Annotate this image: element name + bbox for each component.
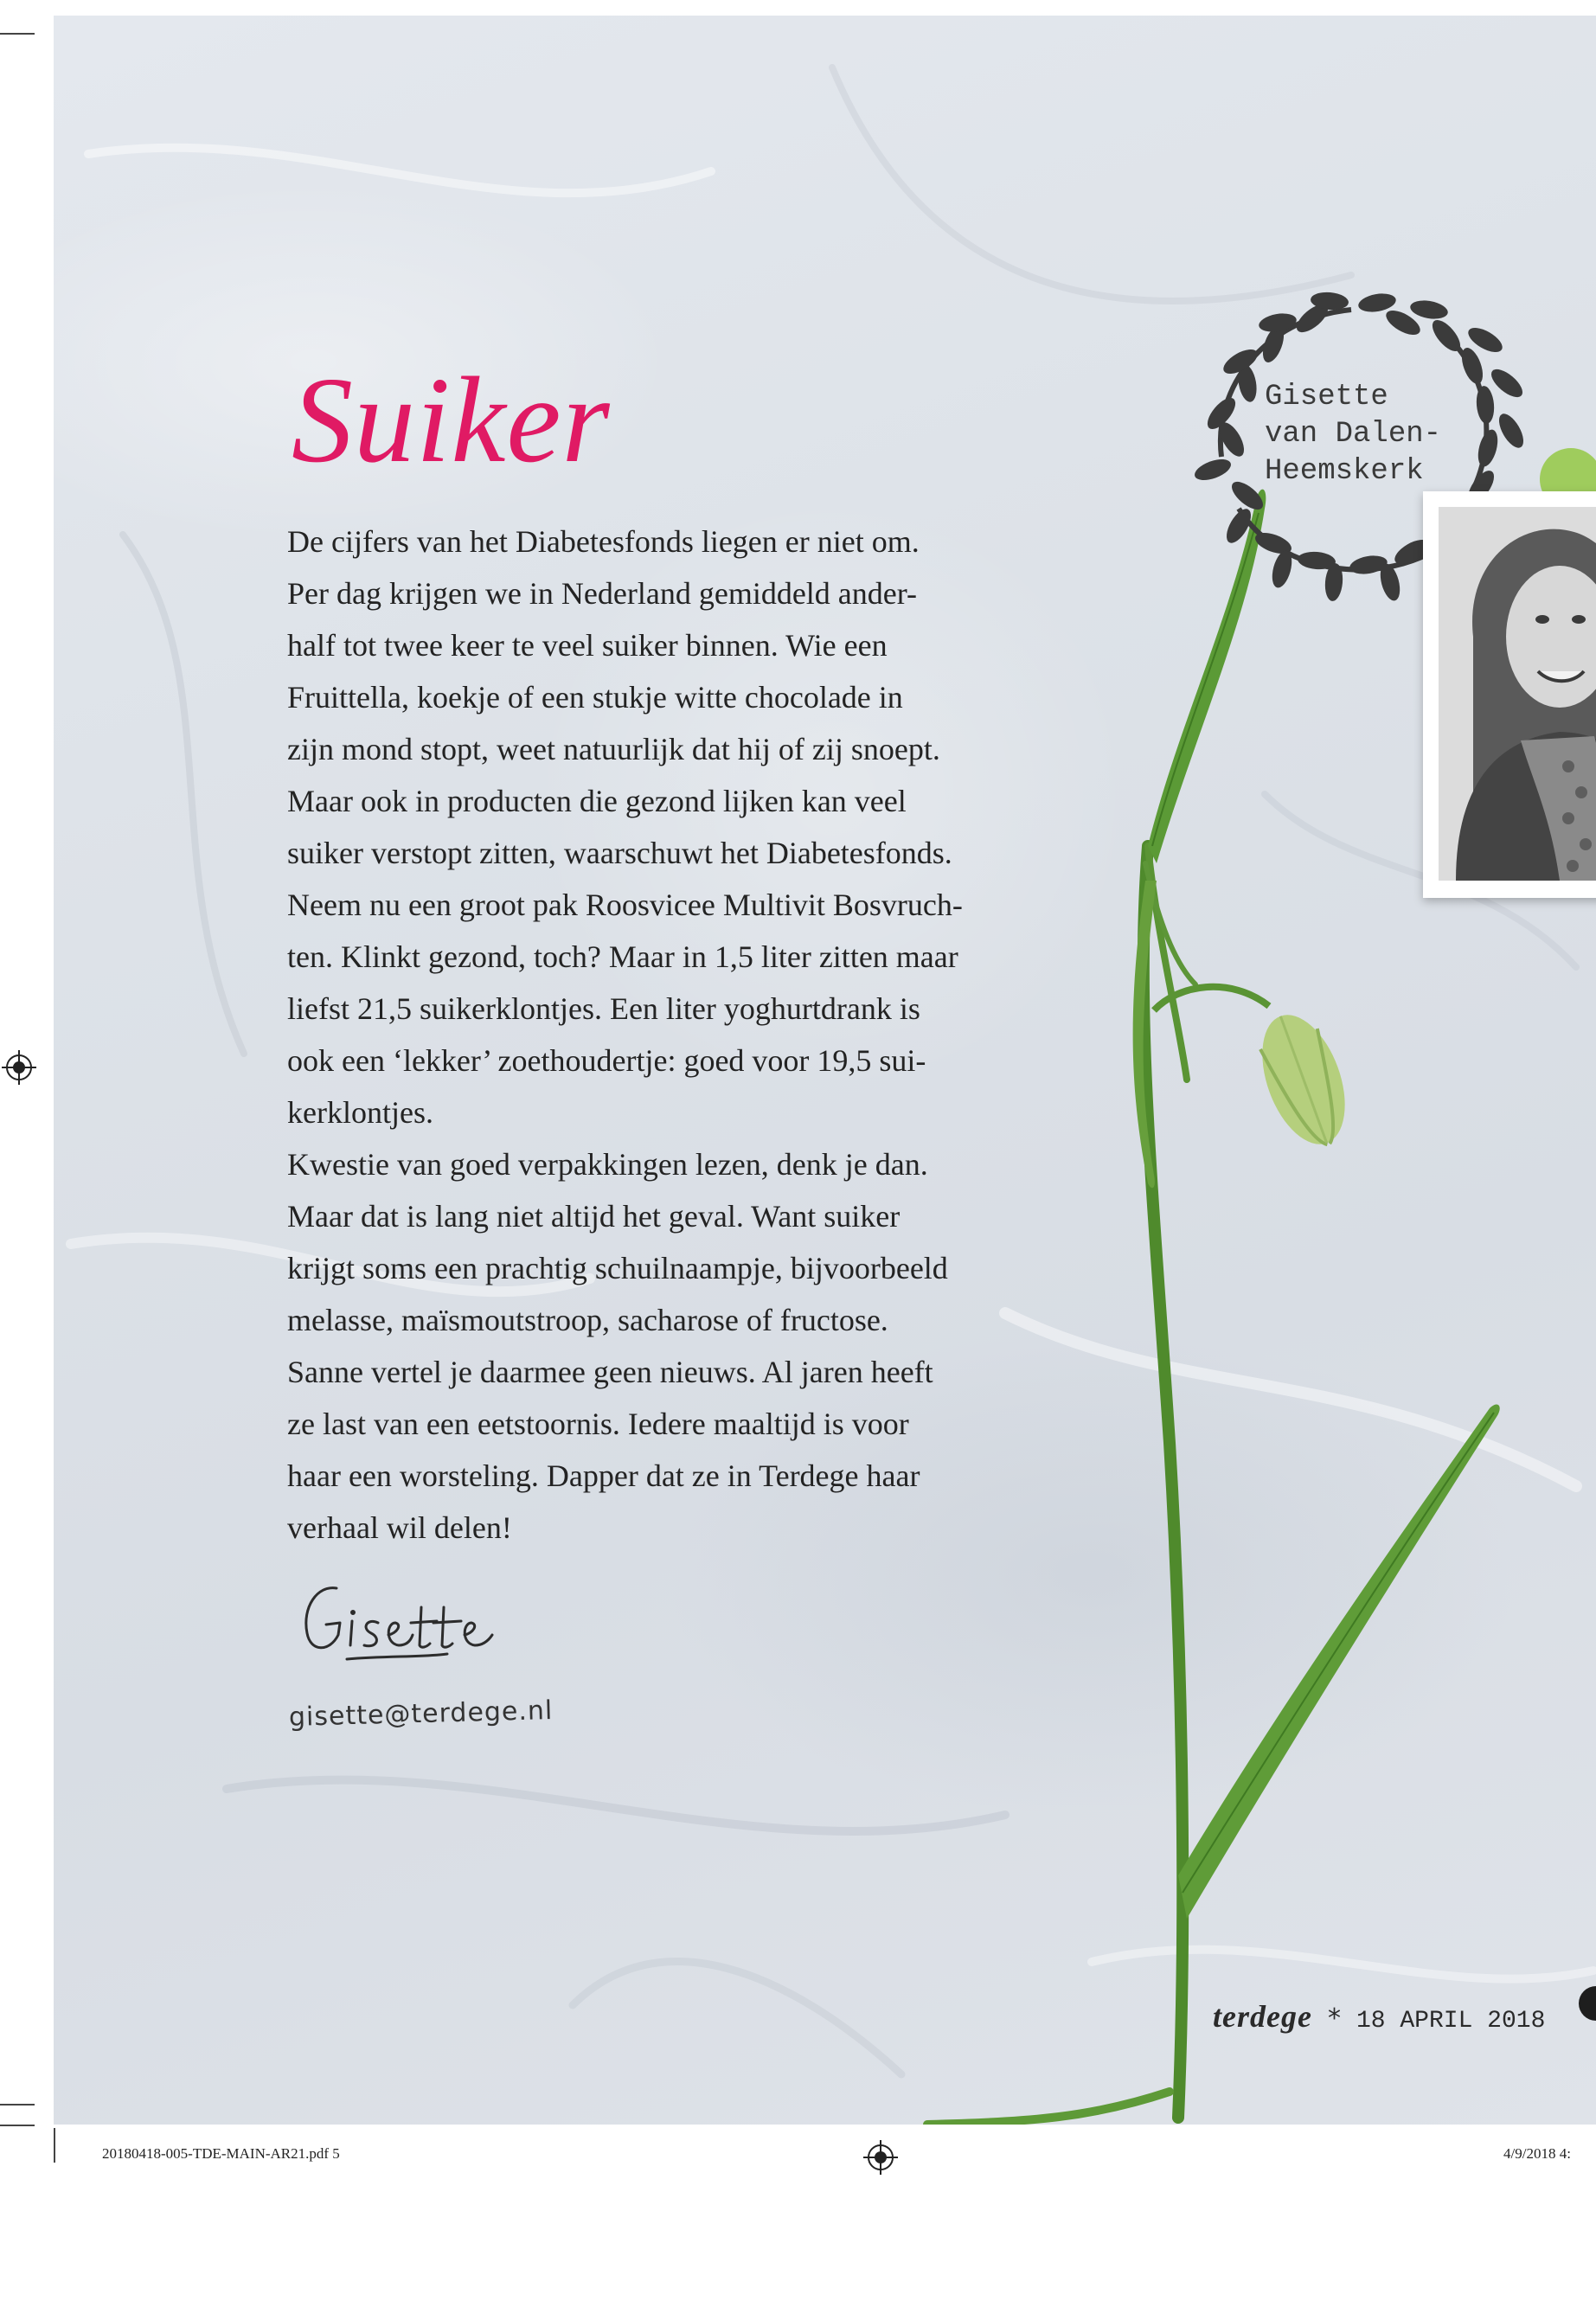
body-line: Maar ook in producten die gezond lijken kan veel [287,784,907,818]
article-title: Suiker [292,351,611,488]
body-line: ten. Klinkt gezond, toch? Maar in 1,5 liter zitten maar [287,939,958,974]
body-line: kerklontjes. [287,1095,433,1130]
crop-mark [0,2104,35,2106]
body-line: melasse, maïsmoutstroop, sacharose of fructose. [287,1303,888,1337]
body-line: Fruittella, koekje of een stukje witte chocolade in [287,680,903,715]
crop-mark [0,2125,35,2126]
body-line: Sanne vertel je daarmee geen nieuws. Al jaren heeft [287,1355,933,1389]
body-line: krijgt soms een prachtig schuilnaampje, bijvoorbeeld [287,1251,948,1285]
author-email[interactable]: gisette@terdege.nl [288,1695,554,1733]
body-line: Neem nu een groot pak Roosvicee Multivit Bosvruch- [287,888,963,922]
registration-mark-icon [2,1050,36,1085]
body-line: half tot twee keer te veel suiker binnen. Wie een [287,628,888,663]
body-line: ook een ‘lekker’ zoethoudertje: goed voor 19,5 sui- [287,1043,926,1078]
magazine-page [54,16,1596,2125]
print-slug-date: 4/9/2018 4: [1503,2145,1571,2162]
handwritten-signature [292,1573,568,1668]
print-slug-file: 20180418-005-TDE-MAIN-AR21.pdf 5 [102,2145,340,2162]
body-line: Kwestie van goed verpakkingen lezen, denk je dan. [287,1147,928,1182]
body-line: verhaal wil delen! [287,1510,512,1545]
body-line: liefst 21,5 suikerklontjes. Een liter yoghurtdrank is [287,991,920,1026]
registration-mark-icon [863,2140,898,2175]
crop-mark [0,33,35,35]
body-line: De cijfers van het Diabetesfonds liegen er niet om. [287,524,920,559]
magazine-brand: terdege [1213,1999,1312,2034]
body-line: suiker verstopt zitten, waarschuwt het Diabetesfonds. [287,836,952,870]
page-footer [1213,1998,1545,2035]
author-name-line: van Dalen- [1265,418,1442,451]
body-line: haar een worsteling. Dapper dat ze in Terdege haar [287,1458,920,1493]
portrait-illustration [1439,507,1596,881]
body-line: Per dag krijgen we in Nederland gemiddeld ander- [287,576,918,611]
separator-star-icon: * [1327,2003,1341,2034]
body-line: Maar dat is lang niet altijd het geval. Want suiker [287,1199,901,1234]
author-photo-frame [1423,491,1596,898]
author-name-line: Gisette [1265,381,1388,413]
author-name-line: Heemskerk [1265,455,1424,488]
body-line: zijn mond stopt, weet natuurlijk dat hij of zij snoept. [287,732,940,766]
author-photo [1439,507,1596,881]
crop-mark [54,2128,55,2163]
body-line: ze last van een eetstoornis. Iedere maaltijd is voor [287,1407,909,1441]
issue-date: 18 APRIL 2018 [1356,2008,1546,2035]
article-body [287,516,1100,1554]
author-name [1265,379,1441,490]
